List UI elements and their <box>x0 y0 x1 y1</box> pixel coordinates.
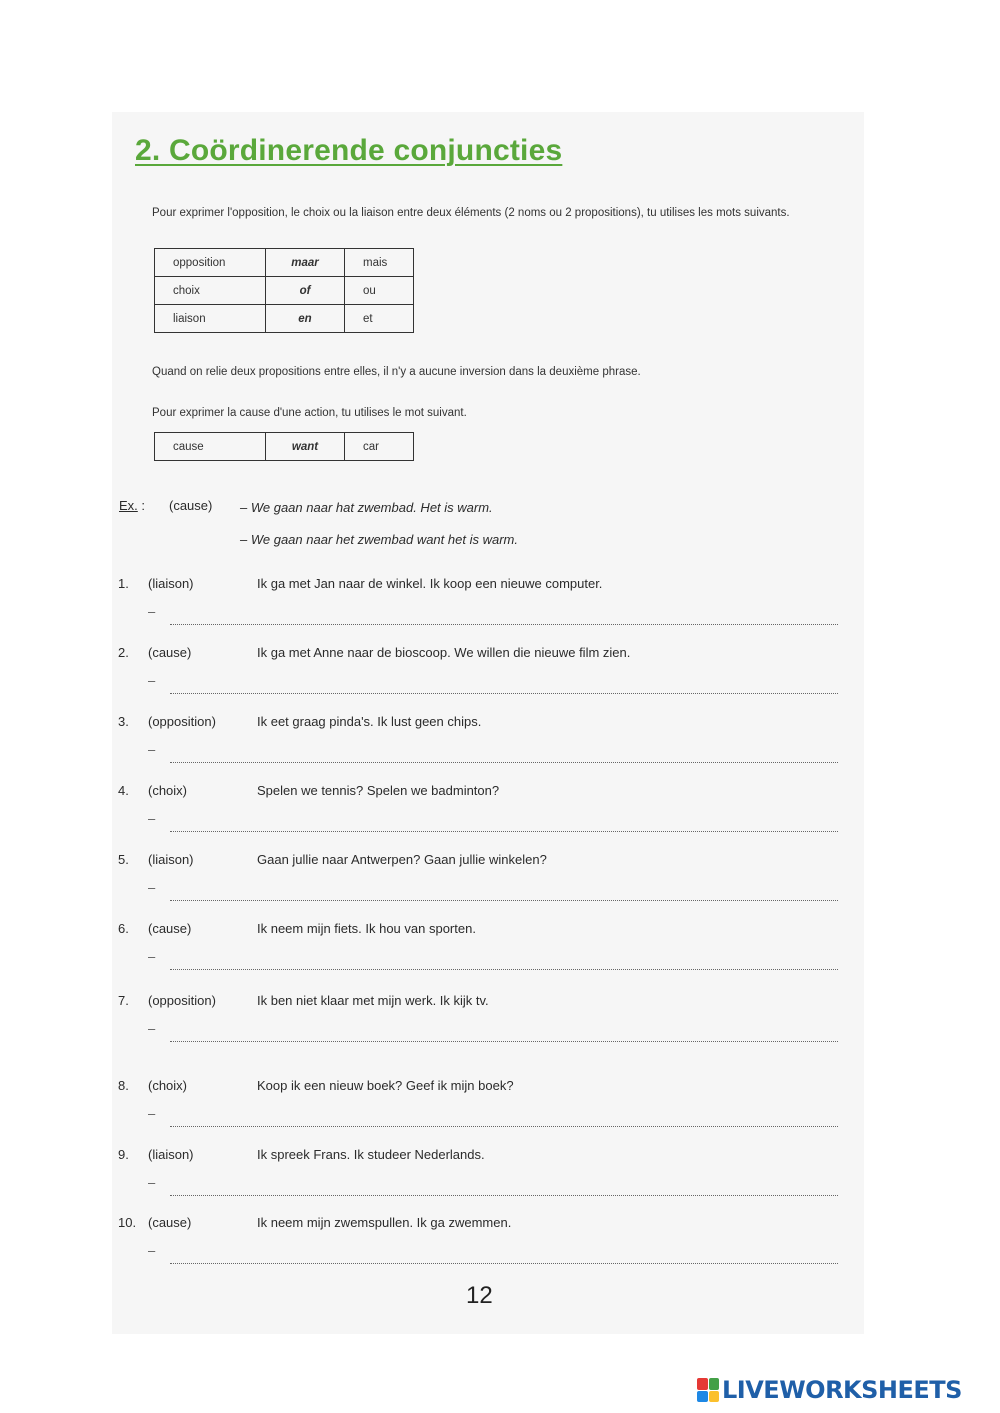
exercise-sentence: Ik ga met Anne naar de bioscoop. We willen die nieuwe film zien. <box>257 645 631 660</box>
answer-dash: – <box>148 1243 156 1258</box>
conjunction-table <box>154 248 414 333</box>
answer-dash: – <box>148 949 156 964</box>
exercise-number: 8. <box>118 1078 129 1093</box>
function-cell: liaison <box>155 305 266 333</box>
logo-icon <box>697 1378 719 1402</box>
exercise-sentence: Koop ik een nieuw boek? Geef ik mijn boek? <box>257 1078 514 1093</box>
exercise-sentence: Ik eet graag pinda's. Ik lust geen chips. <box>257 714 482 729</box>
exercise-number: 5. <box>118 852 129 867</box>
exercise-category: (liaison) <box>148 852 194 867</box>
exercise-item <box>0 576 1000 646</box>
answer-input[interactable] <box>170 1112 838 1127</box>
example-sentence-original: – We gaan naar hat zwembad. Het is warm. <box>240 500 493 515</box>
dutch-conjunction-cell: of <box>266 277 345 305</box>
answer-input[interactable] <box>170 817 838 832</box>
exercise-number: 4. <box>118 783 129 798</box>
exercise-item <box>0 921 1000 991</box>
intro-text: Pour exprimer l'opposition, le choix ou la liaison entre deux éléments (2 noms ou 2 propositions), tu utilises les mots suivants. <box>152 207 790 219</box>
exercise-item <box>0 783 1000 853</box>
exercise-sentence: Ik ga met Jan naar de winkel. Ik koop een nieuwe computer. <box>257 576 603 591</box>
answer-input[interactable] <box>170 610 838 625</box>
liveworksheets-logo <box>697 1375 962 1405</box>
exercise-category: (cause) <box>148 645 192 660</box>
exercise-category: (choix) <box>148 1078 188 1093</box>
exercise-number: 9. <box>118 1147 129 1162</box>
exercise-category: (choix) <box>148 783 188 798</box>
exercise-category: (opposition) <box>148 993 216 1008</box>
answer-dash: – <box>148 604 156 619</box>
exercise-number: 3. <box>118 714 129 729</box>
answer-dash: – <box>148 1106 156 1121</box>
answer-dash: – <box>148 1021 156 1036</box>
answer-dash: – <box>148 880 156 895</box>
answer-input[interactable] <box>170 955 838 970</box>
example-label: Ex. : <box>119 498 146 513</box>
cause-note: Pour exprimer la cause d'une action, tu utilises le mot suivant. <box>152 407 467 419</box>
exercise-sentence: Ik neem mijn zwemspullen. Ik ga zwemmen. <box>257 1215 512 1230</box>
french-conjunction-cell: et <box>345 305 414 333</box>
page-title: 2. Coördinerende conjuncties <box>135 134 563 167</box>
answer-dash: – <box>148 1175 156 1190</box>
exercise-item <box>0 1078 1000 1148</box>
exercise-sentence: Ik spreek Frans. Ik studeer Nederlands. <box>257 1147 485 1162</box>
inversion-note: Quand on relie deux propositions entre elles, il n'y a aucune inversion dans la deuxième phrase. <box>152 366 641 378</box>
exercise-number: 7. <box>118 993 129 1008</box>
answer-input[interactable] <box>170 679 838 694</box>
exercise-number: 6. <box>118 921 129 936</box>
exercise-number: 1. <box>118 576 129 591</box>
answer-input[interactable] <box>170 1181 838 1196</box>
exercise-category: (cause) <box>148 921 192 936</box>
answer-input[interactable] <box>170 748 838 763</box>
exercise-category: (opposition) <box>148 714 216 729</box>
logo-square <box>697 1391 708 1403</box>
example-sentence-joined: – We gaan naar het zwembad want het is warm. <box>240 532 518 547</box>
function-cell: opposition <box>155 249 266 277</box>
exercise-category: (cause) <box>148 1215 192 1230</box>
dutch-conjunction-cell: en <box>266 305 345 333</box>
logo-square <box>709 1378 720 1390</box>
exercise-sentence: Ik ben niet klaar met mijn werk. Ik kijk tv. <box>257 993 489 1008</box>
exercise-category: (liaison) <box>148 1147 194 1162</box>
exercise-item <box>0 714 1000 784</box>
answer-dash: – <box>148 811 156 826</box>
example-category: (cause) <box>169 498 213 513</box>
function-cell: cause <box>155 433 266 461</box>
exercise-item <box>0 1215 1000 1285</box>
answer-input[interactable] <box>170 1027 838 1042</box>
logo-square <box>709 1391 720 1403</box>
french-conjunction-cell: car <box>345 433 414 461</box>
table-row <box>155 305 414 333</box>
answer-dash: – <box>148 673 156 688</box>
exercise-item <box>0 852 1000 922</box>
exercise-sentence: Ik neem mijn fiets. Ik hou van sporten. <box>257 921 476 936</box>
french-conjunction-cell: ou <box>345 277 414 305</box>
table-row <box>155 249 414 277</box>
logo-wordmark: LIVEWORKSHEETS <box>722 1376 962 1404</box>
exercise-sentence: Spelen we tennis? Spelen we badminton? <box>257 783 500 798</box>
table-row <box>155 277 414 305</box>
french-conjunction-cell: mais <box>345 249 414 277</box>
exercise-item <box>0 1147 1000 1217</box>
answer-dash: – <box>148 742 156 757</box>
exercise-item <box>0 993 1000 1063</box>
table-row <box>155 433 414 461</box>
function-cell: choix <box>155 277 266 305</box>
answer-input[interactable] <box>170 1249 838 1264</box>
exercise-number: 10. <box>118 1215 137 1230</box>
answer-input[interactable] <box>170 886 838 901</box>
exercise-item <box>0 645 1000 715</box>
exercise-category: (liaison) <box>148 576 194 591</box>
cause-table <box>154 432 414 461</box>
exercise-sentence: Gaan jullie naar Antwerpen? Gaan jullie winkelen? <box>257 852 547 867</box>
dutch-conjunction-cell: want <box>266 433 345 461</box>
exercise-number: 2. <box>118 645 129 660</box>
page-number: 12 <box>466 1282 493 1309</box>
dutch-conjunction-cell: maar <box>266 249 345 277</box>
logo-square <box>697 1378 708 1390</box>
